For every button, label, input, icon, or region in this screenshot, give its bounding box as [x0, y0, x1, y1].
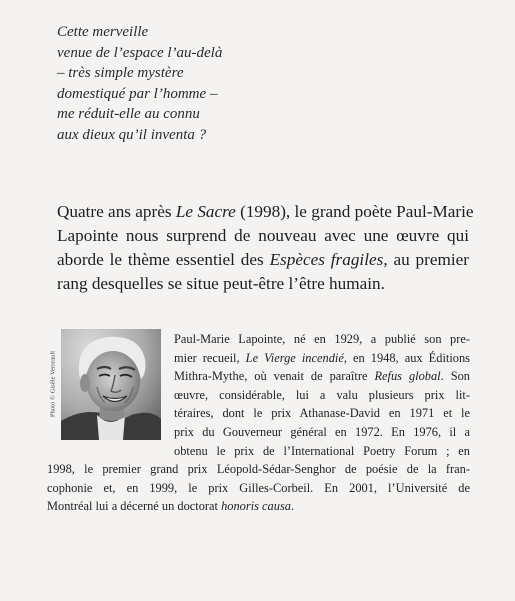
- text-run: , en 1948, aux Éditions: [343, 350, 470, 365]
- author-portrait-image: [61, 329, 161, 440]
- poem-line: Cette merveille: [57, 24, 149, 40]
- bio-line: [47, 497, 470, 516]
- poem-line: me réduit-elle au connu: [57, 106, 200, 123]
- description-line: [57, 248, 469, 272]
- text-run: Quatre ans après: [57, 202, 176, 221]
- text-run: .: [290, 499, 295, 514]
- text-run: Mithra-Mythe, où venait de paraître: [174, 369, 375, 384]
- book-title-especes-fragiles: Espèces fragiles: [269, 250, 384, 269]
- text-run: mier recueil,: [174, 350, 246, 365]
- bio-line: obtenu le prix de l’International Poetry Forum ; en: [174, 443, 470, 458]
- text-run: , au premier: [383, 250, 469, 269]
- text-run: aborde le thème essentiel des: [57, 250, 270, 269]
- description-line: rang desquelles se situe peut-être l’être humain.: [57, 274, 385, 293]
- text-run: . Son: [440, 369, 470, 384]
- text-run: Montréal lui a décerné un doctorat: [47, 499, 222, 514]
- book-title-le-sacre: Le Sacre: [175, 202, 236, 221]
- bio-line: prix du Gouverneur général en 1972. En 1976, il a: [174, 424, 470, 439]
- bio-line: 1998, le premier grand prix Léopold-Sédar-Senghor de poésie de la fran-: [47, 462, 470, 477]
- book-title-refus-global: Refus global: [374, 369, 441, 384]
- poem-line: domestiqué par l’homme –: [57, 85, 218, 102]
- photo-credit: [48, 329, 59, 440]
- description-line: Lapointe nous surprend de nouveau avec une œuvre qui: [57, 226, 469, 245]
- bio-line: téraires, dont le prix Athanase-David en 1971 et le: [174, 406, 470, 421]
- author-photo: [61, 329, 161, 440]
- photo-credit-text: Photo © Gisèle Verreault: [49, 350, 57, 418]
- author-photo-block: [48, 329, 161, 440]
- book-description: [57, 200, 474, 296]
- bio-line: Paul-Marie Lapointe, né en 1929, a publié son pre-: [174, 332, 470, 346]
- poem-line: venue de l’espace l’au-delà: [57, 44, 223, 61]
- book-title-le-vierge-incendie: Le Vierge incendié: [245, 350, 344, 365]
- description-line: [57, 200, 474, 224]
- latin-phrase: honoris causa: [221, 499, 291, 514]
- epigraph-poem: [57, 22, 297, 146]
- poem-line: – très simple mystère: [57, 65, 184, 82]
- poem-line: aux dieux qu’il inventa ?: [57, 126, 207, 143]
- bio-line: cophonie et, en 1999, le prix Gilles-Corbeil. En 2001, l’Université de: [47, 480, 470, 495]
- bio-line: [174, 367, 470, 386]
- bio-line: [174, 349, 470, 368]
- text-run: (1998), le grand poète Paul-Marie: [235, 202, 474, 221]
- bio-line: œuvre, considérable, lui a valu plusieurs prix lit-: [174, 387, 470, 402]
